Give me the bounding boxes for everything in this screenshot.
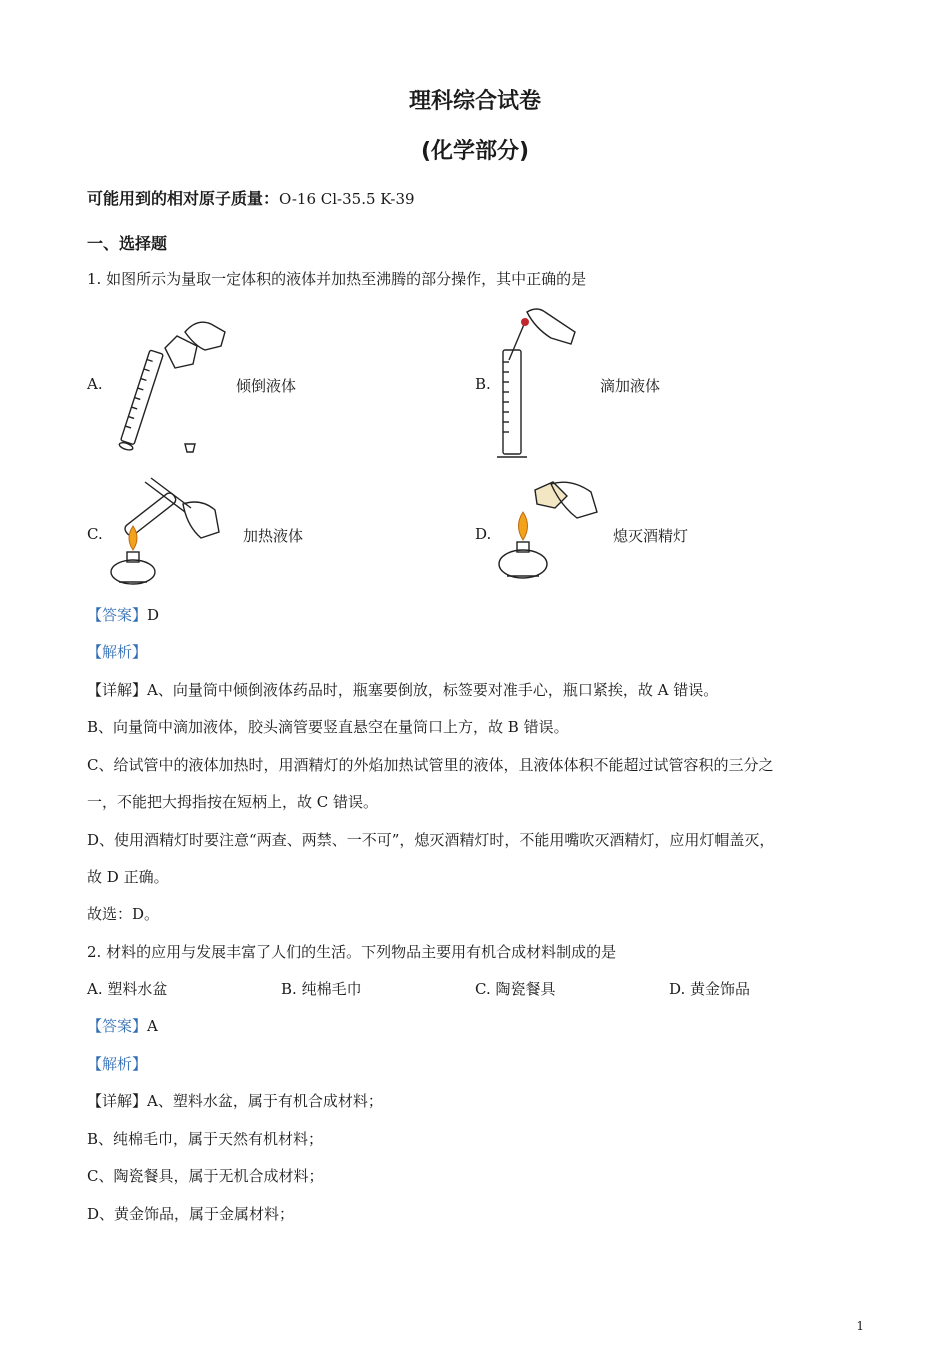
q1-analysis-tag: 【解析】 [87, 643, 148, 661]
q2-option-d-text: 黄金饰品 [690, 980, 751, 998]
atomic-mass-values: O-16 Cl-35.5 K-39 [279, 190, 415, 208]
q2-answer-tag: 【答案】 [87, 1017, 148, 1035]
section-title: 一、选择题 [87, 234, 168, 253]
q2-option-a-text: 塑料水盆 [107, 980, 168, 998]
q1-answer-tag: 【答案】 [87, 606, 148, 624]
q1-option-c-letter: C. [87, 525, 103, 543]
q2-option-a-letter: A. [87, 980, 103, 998]
q1-option-d-letter: D. [475, 525, 492, 543]
page-title: 理科综合试卷 [408, 89, 541, 114]
q2-option-c-text: 陶瓷餐具 [495, 980, 556, 998]
q2-option-b [281, 978, 362, 999]
q1-detail-line-4: 一，不能把大拇指按在短柄上，故 C 错误。 [87, 793, 379, 811]
q2-answer-line [87, 1015, 158, 1036]
q1-option-a-caption: 倾倒液体 [236, 377, 297, 395]
q2-detail-line-1 [87, 1090, 383, 1111]
q2-detail-line-4: D、黄金饰品，属于金属材料； [87, 1205, 295, 1223]
q1-option-c-caption: 加热液体 [243, 527, 304, 545]
q1-option-a-letter: A. [87, 375, 103, 393]
q2-detail-tag: 【详解】 [87, 1092, 148, 1110]
q1-detail-line-1 [87, 679, 718, 700]
q1-detail-line-7: 故选：D。 [87, 905, 160, 923]
q2-answer: A [147, 1017, 158, 1035]
heating-liquid-illustration [105, 470, 225, 595]
q1-detail-text-1: A、向量筒中倾倒液体药品时，瓶塞要倒放，标签要对准手心，瓶口紧挨，故 A 错误。 [147, 681, 719, 699]
q2-option-b-letter: B. [281, 980, 297, 998]
atomic-mass-line [87, 186, 415, 209]
q1-detail-tag: 【详解】 [87, 681, 148, 699]
atomic-mass-label: 可能用到的相对原子质量： [87, 189, 280, 208]
page-number: 1 [856, 1319, 864, 1333]
q2-option-a [87, 978, 167, 999]
q1-detail-line-2: B、向量筒中滴加液体，胶头滴管要竖直悬空在量筒口上方，故 B 错误。 [87, 718, 569, 736]
q2-analysis-tag: 【解析】 [87, 1055, 148, 1073]
q2-detail-line-2: B、纯棉毛巾，属于天然有机材料； [87, 1130, 324, 1148]
q2-option-c-letter: C. [475, 980, 491, 998]
q1-option-b-letter: B. [475, 375, 491, 393]
q1-detail-line-5: D、使用酒精灯时要注意“两查、两禁、一不可”，熄灭酒精灯时，不能用嘴吹灭酒精灯，应用灯帽盖灭， [87, 831, 775, 849]
q2-option-d [669, 978, 750, 999]
q1-stem: 1. 如图所示为量取一定体积的液体并加热至沸腾的部分操作，其中正确的是 [87, 270, 587, 288]
page-subtitle: (化学部分) [420, 139, 530, 164]
q2-detail-text-1: A、塑料水盆，属于有机合成材料； [147, 1092, 383, 1110]
q1-detail-line-3: C、给试管中的液体加热时，用酒精灯的外焰加热试管里的液体，且液体体积不能超过试管容积的三分之 [87, 756, 774, 774]
q2-option-c [475, 978, 556, 999]
q2-stem: 2. 材料的应用与发展丰富了人们的生活。下列物品主要用有机合成材料制成的是 [87, 943, 617, 961]
extinguish-lamp-illustration [495, 478, 605, 588]
q1-answer-line [87, 604, 159, 625]
pouring-liquid-illustration [105, 310, 230, 458]
q1-answer: D [147, 606, 160, 624]
q1-detail-line-6: 故 D 正确。 [87, 868, 169, 886]
q1-option-d-caption: 熄灭酒精灯 [613, 527, 689, 545]
dropping-liquid-illustration [495, 302, 585, 462]
q1-option-b-caption: 滴加液体 [600, 377, 661, 395]
q2-option-b-text: 纯棉毛巾 [301, 980, 362, 998]
q2-detail-line-3: C、陶瓷餐具，属于无机合成材料； [87, 1167, 324, 1185]
q2-option-d-letter: D. [669, 980, 686, 998]
